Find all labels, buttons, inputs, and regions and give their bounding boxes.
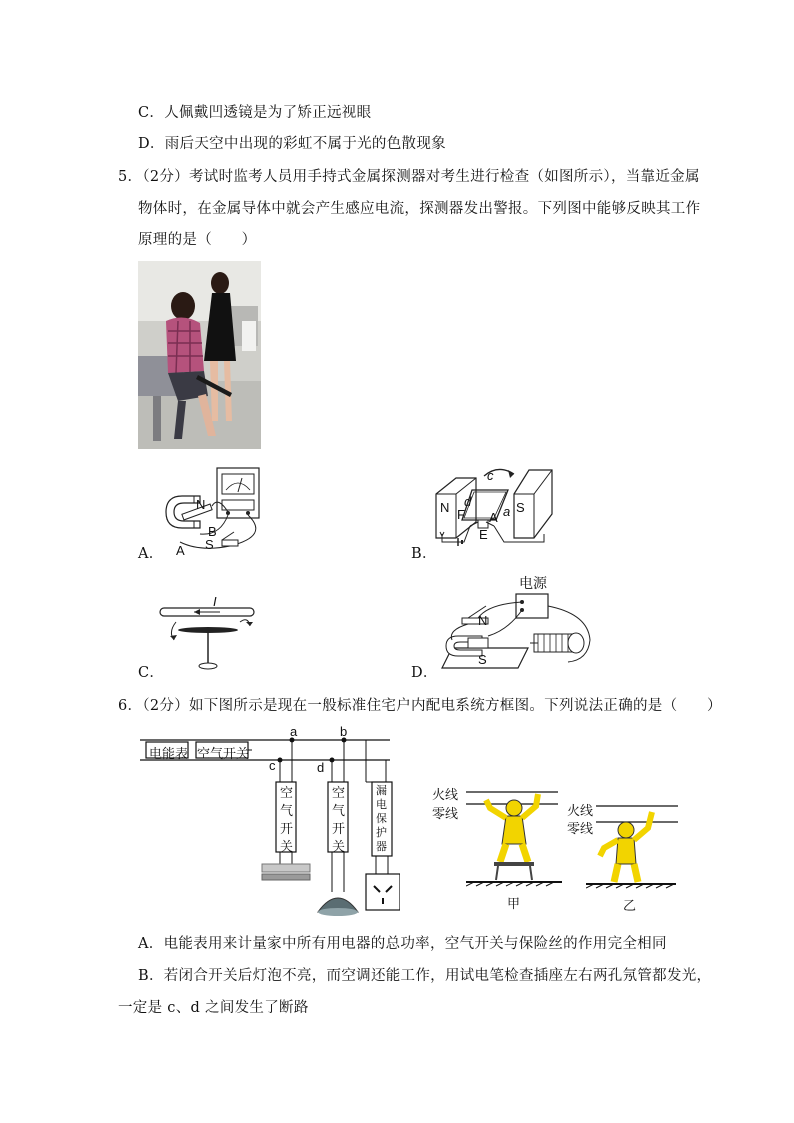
fig-b-label-c: c	[487, 468, 494, 483]
option-b-label[interactable]: B．	[411, 546, 437, 562]
diagram-node-d: d	[317, 760, 325, 775]
fig-b-label-a2: A	[489, 510, 498, 525]
q6-option-a: A．电能表用来计量家中所有用电器的总功率，空气开关与保险丝的作用完全相同	[138, 936, 667, 952]
option-d-label[interactable]: D．	[411, 665, 438, 681]
q4-option-c: C．人佩戴凹透镜是为了矫正远视眼	[138, 105, 372, 121]
fig-b-label-d: d	[464, 494, 472, 509]
q5-stem-line1: 5．（2分）考试时监考人员用手持式金属探测器对考生进行检查（如图所示），当靠近金属	[118, 169, 700, 185]
metal-detector-photo	[138, 261, 261, 449]
person2-live: 火线	[567, 803, 594, 818]
q5-stem-line3: 原理的是（ ）	[138, 232, 257, 248]
diagram-node-b: b	[340, 724, 348, 739]
fig-d-label-power: 电源	[519, 575, 547, 591]
diagram-breaker-2: 空气开关	[332, 785, 346, 854]
person1-live: 火线	[432, 787, 459, 802]
fig-a-label-s: S	[205, 537, 214, 552]
fig-b-label-a: a	[503, 504, 511, 519]
people-figure-yi	[586, 800, 682, 892]
option-b-figure	[434, 462, 554, 554]
diagram-node-c: c	[269, 758, 276, 773]
diagram-node-a: a	[290, 724, 298, 739]
fig-b-label-s: S	[516, 500, 525, 515]
diagram-breaker-1: 空气开关	[280, 785, 294, 854]
q4-option-d: D．雨后天空中出现的彩虹不属于光的色散现象	[138, 136, 446, 152]
person2-caption: 乙	[623, 898, 637, 913]
option-c-figure	[158, 598, 258, 672]
people-figure-jia	[466, 782, 562, 892]
fig-b-label-f: F	[457, 507, 465, 522]
fig-c-label-i: I	[213, 594, 217, 609]
fig-b-label-e: E	[479, 527, 488, 542]
option-d-figure	[438, 590, 598, 680]
q5-stem-line2: 物体时，在金属导体中就会产生感应电流，探测器发出警报。下列图中能够反映其工作	[138, 201, 701, 217]
fig-d-label-s: S	[478, 652, 487, 667]
person2-neutral: 零线	[567, 821, 594, 836]
fig-a-label-n: N	[196, 497, 206, 512]
diagram-main-breaker: 空气开关	[197, 746, 250, 761]
fig-a-label-a: A	[176, 543, 185, 558]
fig-a-label-b: B	[208, 524, 217, 539]
q6-stem: 6．（2分）如下图所示是现在一般标准住宅户内配电系统方框图。下列说法正确的是（ ）	[118, 698, 722, 714]
person1-caption: 甲	[507, 896, 521, 911]
q6-option-b-line1: B．若闭合开关后灯泡不亮，而空调还能工作，用试电笔检查插座左右两孔氖管都发光，	[138, 968, 712, 984]
q6-option-b-line2: 一定是 c、d 之间发生了断路	[118, 1000, 309, 1016]
option-c-label[interactable]: C．	[138, 665, 165, 681]
diagram-meter: 电能表	[149, 746, 189, 761]
diagram-rcd: 漏电保护器	[376, 785, 387, 853]
fig-b-label-n: N	[440, 500, 450, 515]
fig-d-label-n: N	[478, 613, 488, 628]
person1-neutral: 零线	[432, 806, 459, 821]
option-a-label[interactable]: A．	[138, 546, 164, 562]
